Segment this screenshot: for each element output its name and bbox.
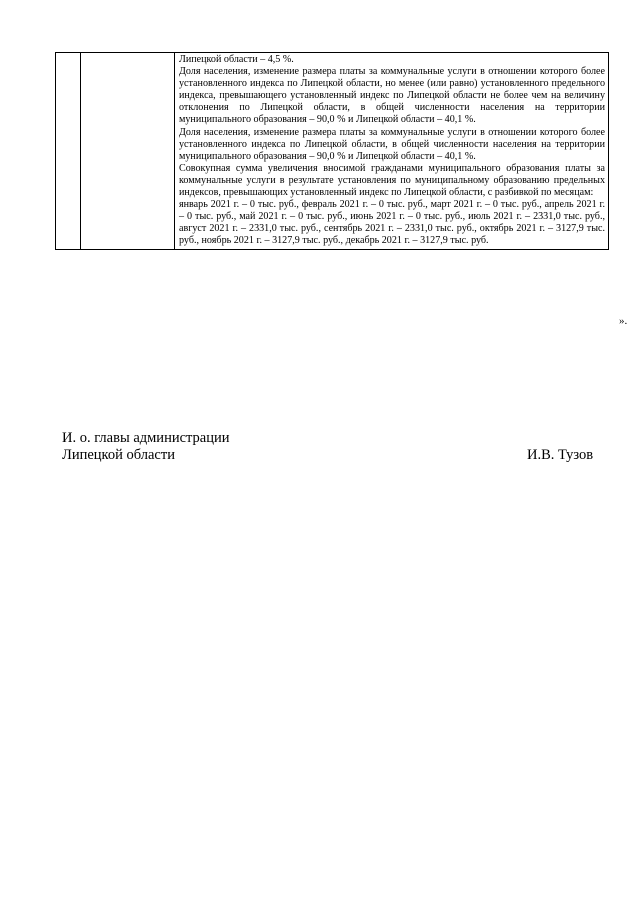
signature-position-line2: Липецкой области: [62, 447, 175, 463]
table-row: [56, 53, 609, 250]
data-table: [55, 52, 609, 250]
signature-position-line1: И. о. главы администрации: [62, 430, 230, 446]
table-cell-indicator: [81, 53, 175, 250]
table-cell-value: [175, 53, 609, 250]
closing-quote: ».: [619, 315, 628, 327]
table-cell-text: Липецкой области – 4,5 %. Доля населения, изменение размера платы за коммунальные услуги в отношении которого более установленного индекса по Липецкой области, но менее (или равно) установленного предельного индекса, превышающего установленный индекс по Липецкой области не более чем на величину отклонения по Липецкой области, в общей численности населения на территории муниципального образования – 90,0 % и Липецкой области – 40,1 %. Доля населения, изменение размера платы за коммунальные услуги в отношении которого более установленного индекса по Липецкой области, в общей численности населения на территории муниципального образования – 90,0 % и Липецкой области – 40,1 %. Совокупная сумма увеличения вносимой гражданами муниципального образования платы за коммунальные услуги в результате установления по муниципальному образованию предельных индексов, превышающих установленный индекс по Липецкой области, с разбивкой по месяцам: январь 2021 г. – 0 тыс. руб., февраль 2021 г. – 0 тыс. руб., март 2021 г. – 0 тыс. руб., апрель 2021 г. – 0 тыс. руб., май 2021 г. – 0 тыс. руб., июнь 2021 г. – 0 тыс. руб., июль 2021 г. – 2331,0 тыс. руб., август 2021 г. – 2331,0 тыс. руб., сентябрь 2021 г. – 2331,0 тыс. руб., октябрь 2021 г. – 3127,9 тыс. руб., ноябрь 2021 г. – 3127,9 тыс. руб., декабрь 2021 г. – 3127,9 тыс. руб.: [179, 54, 605, 247]
signature-name: И.В. Тузов: [527, 447, 594, 463]
table-cell-number: [56, 53, 81, 250]
